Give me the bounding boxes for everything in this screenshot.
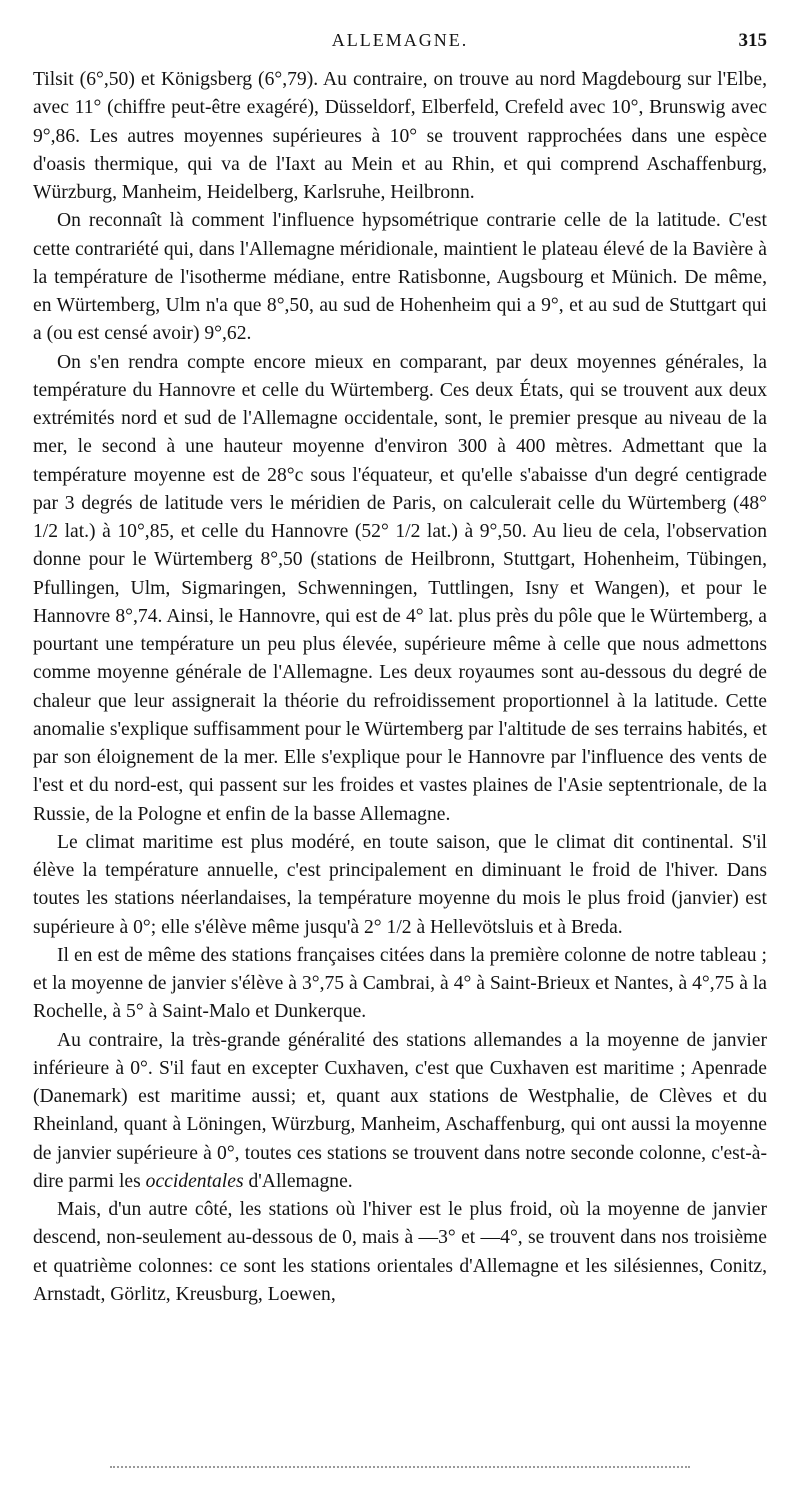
paragraph-3: On s'en rendra compte encore mieux en comparant, par deux moyennes générales, la température du Hannovre et celle du Würtemberg. Ces deux États, qui se trouvent aux deux extrémités nord et sud de l'Allemagne occidentale, sont, le premier presque au niveau de la mer, le second à une hauteur moyenne d'environ 300 à 400 mètres. Admettant que la température moyenne est de 28°c sous l'équateur, et qu'elle s'abaisse d'un degré centigrade par 3 degrés de latitude vers le méridien de Paris, on calculerait celle du Würtemberg (48° 1/2 lat.) à 10°,85, et celle du Hannovre (52° 1/2 lat.) à 9°,50. Au lieu de cela, l'observation donne pour le Würtemberg 8°,50 (stations de Heilbronn, Stuttgart, Hohenheim, Tübingen, Pfullingen, Ulm, Sigmaringen, Schwenningen, Tuttlingen, Isny et Wangen), et pour le Hannovre 8°,74. Ainsi, le Hannovre, qui est de 4° lat. plus près du pôle que le Würtemberg, a pourtant une température un peu plus élevée, supérieure même à celle que nous admettons comme moyenne générale de l'Allemagne. Les deux royaumes sont au-dessous du degré de chaleur que leur assignerait la théorie du refroidissement proportionnel à la latitude. Cette anomalie s'explique suffisamment pour le Würtemberg par l'altitude de ses terrains habités, et par son éloignement de la mer. Elle s'explique pour le Hannovre par l'influence des vents de l'est et du nord-est, qui passent sur les froides et vastes plaines de l'Asie septentrionale, de la Russie, de la Pologne et enfin de la basse Allemagne. xyxy=(33,351,767,825)
page-header xyxy=(33,30,767,58)
page-number: 315 xyxy=(738,30,767,51)
running-title: ALLEMAGNE. xyxy=(331,30,469,50)
paragraph-2: On reconnaît là comment l'influence hypsométrique contrarie celle de la latitude. C'est cette contrariété qui, dans l'Allemagne méridionale, maintient le plateau élevé de la Bavière à la température de l'isotherme médiane, entre Ratisbonne, Augsbourg et Münich. De même, en Würtemberg, Ulm n'a que 8°,50, au sud de Hohenheim qui a 9°, et au sud de Stuttgart qui a (ou est censé avoir) 9°,62. xyxy=(33,210,767,345)
paragraph-6-text: Au contraire, la très-grande généralité des stations allemandes a la moyenne de janvier inférieure à 0°. S'il faut en excepter Cuxhaven, c'est que Cuxhaven est maritime ; Apenrade (Danemark) est maritime aussi; et, quant aux stations de Westphalie, de Clèves et du Rheinland, quant à Löningen, Würzburg, Manheim, Aschaffenburg, qui ont aussi la moyenne de janvier supérieure à 0°, toutes ces stations se trouvent dans notre seconde colonne, c'est-à-dire parmi les xyxy=(33,1029,767,1192)
page xyxy=(33,30,767,1309)
emphasis-occidentales: occidentales xyxy=(145,1170,244,1192)
paragraph-1: Tilsit (6°,50) et Königsberg (6°,79). Au contraire, on trouve au nord Magdebourg sur l'Elbe, avec 11° (chiffre peut-être exagéré), Düsseldorf, Elberfeld, Crefeld avec 10°, Brunswig avec 9°,86. Les autres moyennes supérieures à 10° se trouvent rapprochées dans une espèce d'oasis thermique, qui va de l'Iaxt au Mein et au Rhin, et qui comprend Aschaffenburg, Würzburg, Manheim, Heidelberg, Karlsruhe, Heilbronn. xyxy=(33,69,767,203)
paragraph-6-tail: d'Allemagne. xyxy=(243,1170,353,1192)
footer-dotted-marks xyxy=(110,1466,690,1470)
paragraph-6 xyxy=(33,1027,767,1197)
body-text xyxy=(33,66,767,1309)
paragraph-7: Mais, d'un autre côté, les stations où l'hiver est le plus froid, où la moyenne de janvier descend, non-seulement au-dessous de 0, mais à —3° et —4°, se trouvent dans nos troisième et quatrième colonnes: ce sont les stations orientales d'Allemagne et les silésiennes, Conitz, Arnstadt, Görlitz, Kreusburg, Loewen, xyxy=(33,1199,767,1305)
paragraph-5: Il en est de même des stations françaises citées dans la première colonne de notre tableau ; et la moyenne de janvier s'élève à 3°,75 à Cambrai, à 4° à Saint-Brieux et Nantes, à 4°,75 à la Rochelle, à 5° à Saint-Malo et Dunkerque. xyxy=(33,944,767,1023)
paragraph-4: Le climat maritime est plus modéré, en toute saison, que le climat dit continental. S'il élève la température annuelle, c'est principalement en diminuant le froid de l'hiver. Dans toutes les stations néerlandaises, la température moyenne du mois le plus froid (janvier) est supérieure à 0°; elle s'élève même jusqu'à 2° 1/2 à Hellevötsluis et à Breda. xyxy=(33,831,767,938)
